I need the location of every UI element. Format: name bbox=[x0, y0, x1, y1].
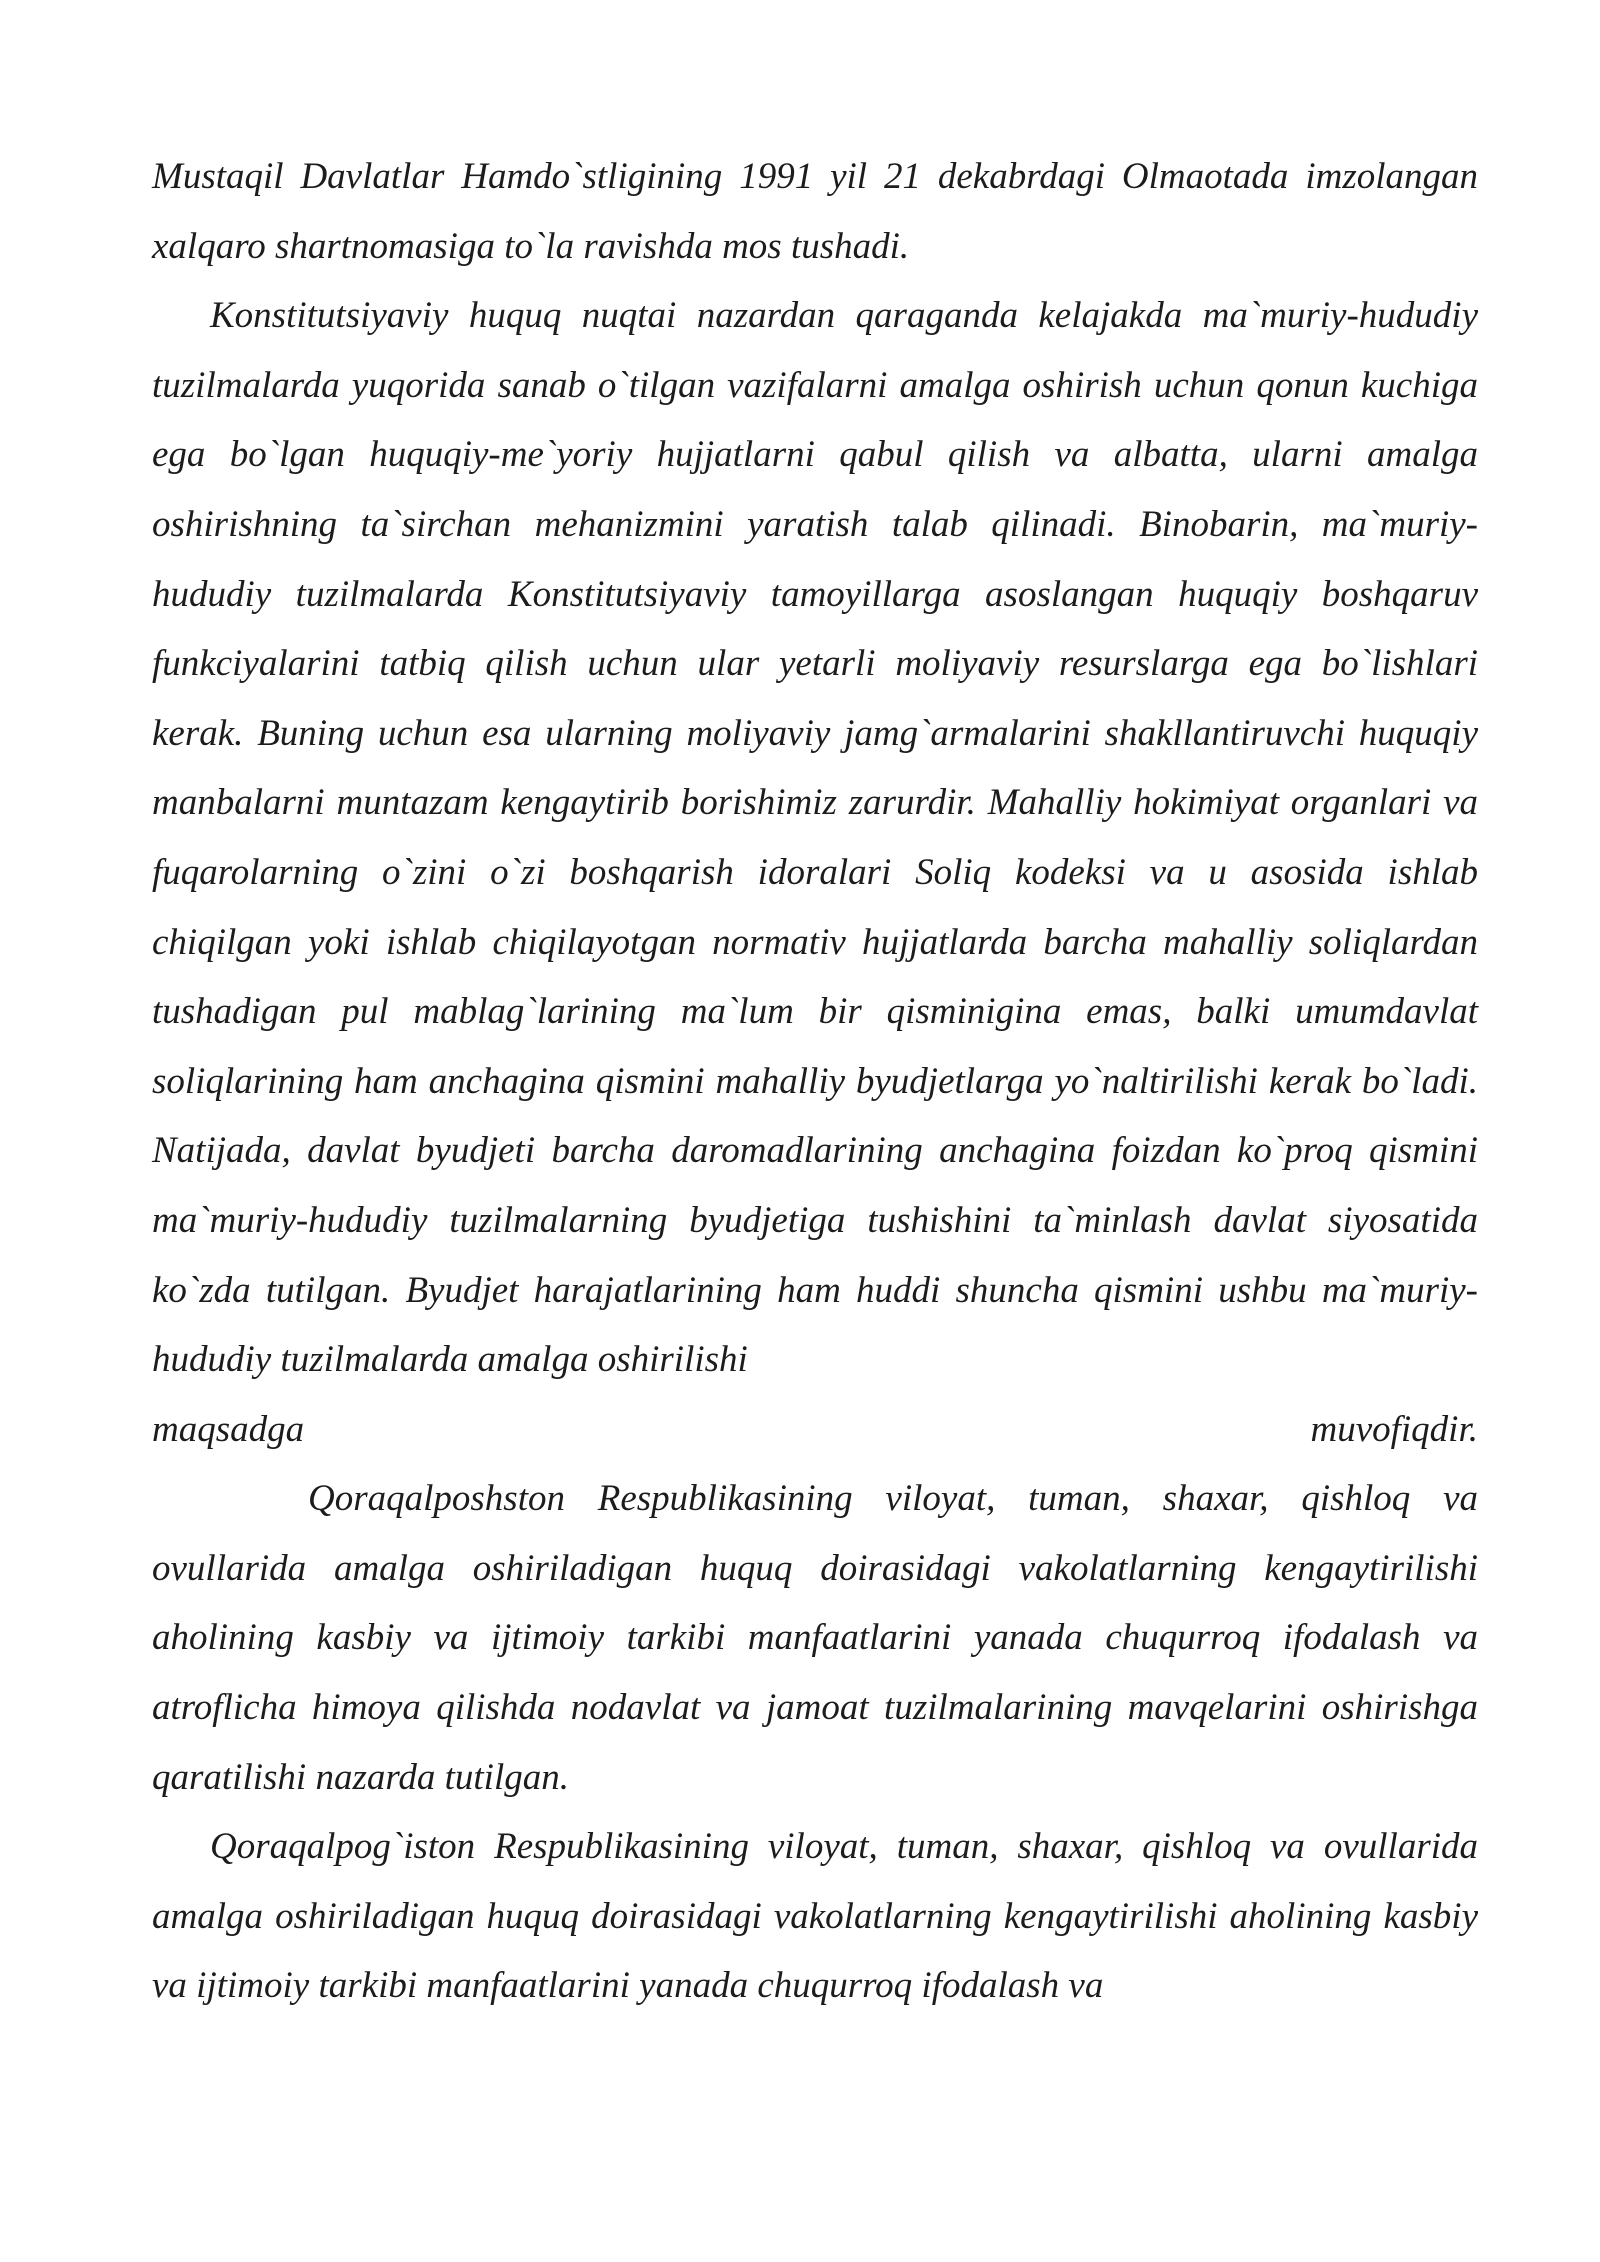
last-line-right-word: muvofiqdir. bbox=[1310, 1408, 1478, 1450]
last-line-left-word: maqsadga bbox=[152, 1408, 305, 1450]
paragraph-1: Mustaqil Davlatlar Hamdo`stligining 1991 yil 21 dekabrdagi Olmaotada imzolangan xalqaro shartnomasiga to`la ravishda mos tushadi. bbox=[152, 156, 1478, 267]
paragraph-3: Qoraqalposhston Respublikasining viloyat, tuman, shaxar, qishloq va ovullarida amalga oshiriladigan huquq doirasidagi vakolatlarning kengaytirilishi aholining kasbiy va ijtimoiy tarkibi manfaatlarini yanada chuqurroq ifodalash va atroflicha himoya qilishda nodavlat va jamoat tuzilmalarining mavqelarini oshirishga qaratilishi nazarda tutilgan. bbox=[152, 1478, 1478, 1798]
paragraph-4: Qoraqalpog`iston Respublikasining viloyat, tuman, shaxar, qishloq va ovullarida amalga oshiriladigan huquq doirasidagi vakolatlarning kengaytirilishi aholining kasbiy va ijtimoiy tarkibi manfaatlarini yanada chuqurroq ifodalash va bbox=[152, 1826, 1478, 2007]
paragraph-2-last-line bbox=[152, 1395, 1478, 1465]
document-page bbox=[152, 142, 1478, 2021]
paragraph-2: Konstitutsiyaviy huquq nuqtai nazardan qaraganda kelajakda ma`muriy-hududiy tuzilmalarda yuqorida sanab o`tilgan vazifalarni amalga oshirish uchun qonun kuchiga ega bo`lgan huquqiy-me`yoriy hujjatlarni qabul qilish va albatta, ularni amalga oshirishning ta`sirchan mehanizmini yaratish talab qilinadi. Binobarin, ma`muriy-hududiy tuzilmalarda Konstitutsiyaviy tamoyillarga asoslangan huquqiy boshqaruv funkciyalarini tatbiq qilish uchun ular yetarli moliyaviy resurslarga ega bo`lishlari kerak. Buning uchun esa ularning moliyaviy jamg`armalarini shakllantiruvchi huquqiy manbalarni muntazam kengaytirib borishimiz zarurdir. Mahalliy hokimiyat organlari va fuqarolarning o`zini o`zi boshqarish idoralari Soliq kodeksi va u asosida ishlab chiqilgan yoki ishlab chiqilayotgan normativ hujjatlarda barcha mahalliy soliqlardan tushadigan pul mablag`larining ma`lum bir qisminigina emas, balki umumdavlat soliqlarining ham anchagina qismini mahalliy byudjetlarga yo`naltirilishi kerak bo`ladi. Natijada, davlat byudjeti barcha daromadlarining anchagina foizdan ko`proq qismini ma`muriy-hududiy tuzilmalarning byudjetiga tushishini ta`minlash davlat siyosatida ko`zda tutilgan. Byudjet harajatlarining ham huddi shuncha qismini ushbu ma`muriy-hududiy tuzilmalarda amalga oshirilishi bbox=[152, 295, 1478, 1381]
